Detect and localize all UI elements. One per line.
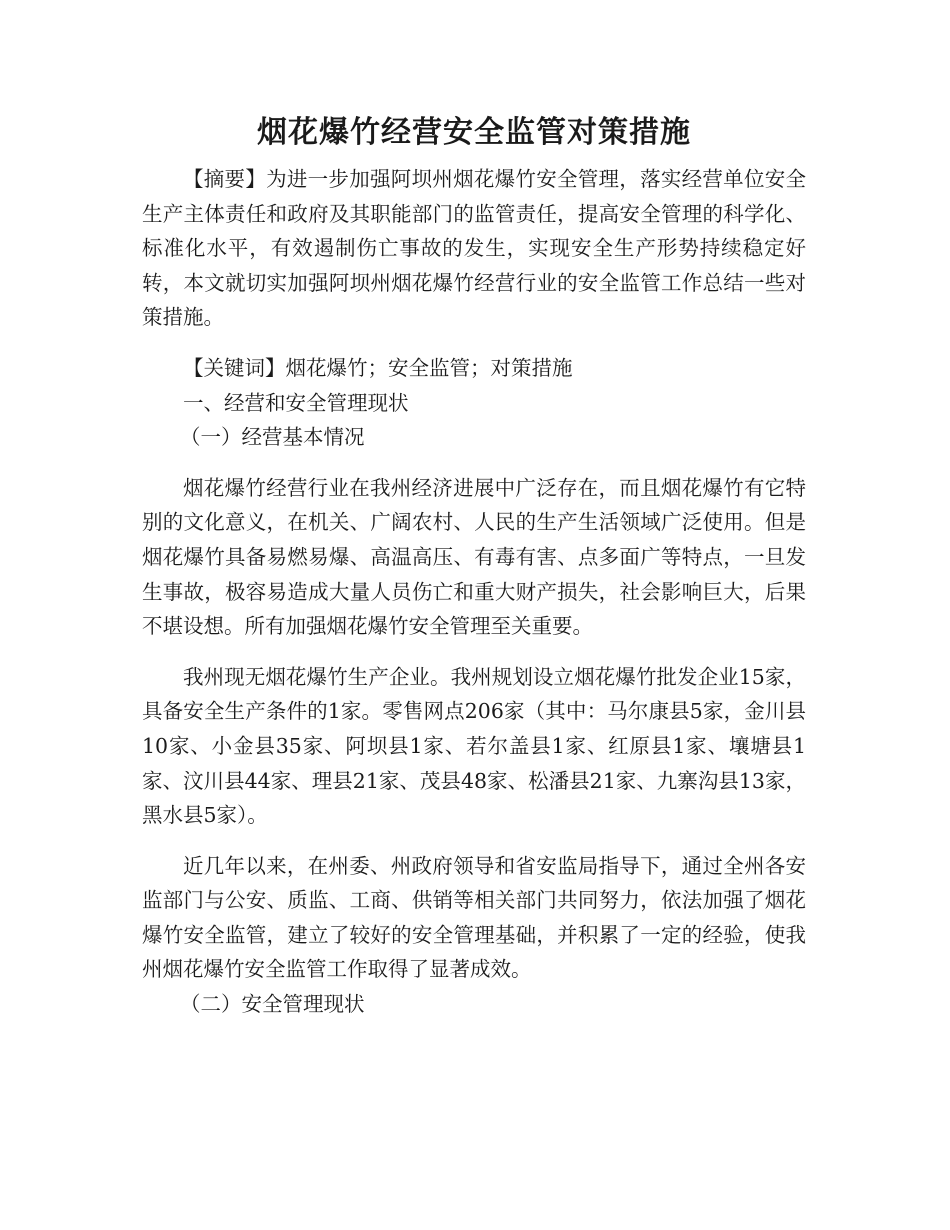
- document-page: [142, 108, 806, 1022]
- body-paragraph-1: 烟花爆竹经营行业在我州经济进展中广泛存在，而且烟花爆竹有它特别的文化意义，在机关、广阔农村、人民的生产生活领域广泛使用。但是烟花爆竹具备易燃易爆、高温高压、有毒有害、点多面广等特点，一旦发生事故，极容易造成大量人员伤亡和重大财产损失，社会影响巨大，后果不堪设想。所有加强烟花爆竹安全管理至关重要。: [142, 475, 806, 639]
- section-heading-1: 一、经营和安全管理现状: [183, 390, 409, 415]
- body-paragraph-3: 近几年以来，在州委、州政府领导和省安监局指导下，通过全州各安监部门与公安、质监、工商、供销等相关部门共同努力，依法加强了烟花爆竹安全监管，建立了较好的安全管理基础，并积累了一定的经验，使我州烟花爆竹安全监管工作取得了显著成效。: [142, 853, 806, 982]
- body-paragraph-2: 我州现无烟花爆竹生产企业。我州规划设立烟花爆竹批发企业15家，具备安全生产条件的1家。零售网点206家（其中：马尔康县5家，金川县10家、小金县35家、阿坝县1家、若尔盖县1家、红原县1家、壤塘县1家、汶川县44家、理县21家、茂县48家、松潘县21家、九寨沟县13家，黑水县5家）。: [142, 664, 806, 828]
- keywords-line: 【关键词】烟花爆竹；安全监管；对策措施: [183, 355, 573, 380]
- abstract-paragraph: 【摘要】为进一步加强阿坝州烟花爆竹安全管理，落实经营单位安全生产主体责任和政府及其职能部门的监管责任，提高安全管理的科学化、标准化水平，有效遏制伤亡事故的发生，实现安全生产形势持续稳定好转，本文就切实加强阿坝州烟花爆竹经营行业的安全监管工作总结一些对策措施。: [142, 167, 806, 330]
- subsection-heading-1: （一）经营基本情况: [180, 425, 365, 450]
- document-title: 烟花爆竹经营安全监管对策措施: [257, 115, 691, 150]
- subsection-heading-2: （二）安全管理现状: [180, 992, 365, 1017]
